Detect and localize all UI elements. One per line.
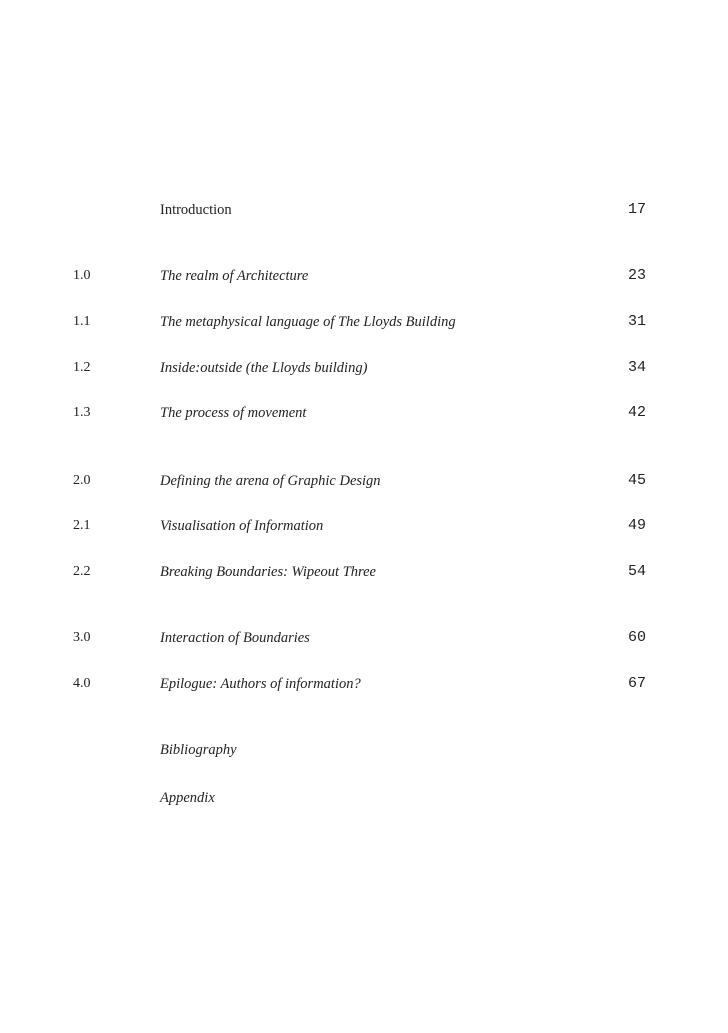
toc-entry-number: 1.2: [73, 360, 91, 375]
toc-entry-title: Bibliography: [160, 742, 237, 758]
toc-entry-page: 31: [627, 313, 646, 330]
toc-entry-page: 34: [627, 359, 646, 376]
toc-entry-title: Breaking Boundaries: Wipeout Three: [160, 564, 376, 580]
toc-row-bibliography: [0, 740, 728, 764]
toc-entry-number: 2.2: [73, 564, 91, 579]
toc-entry-title: Defining the arena of Graphic Design: [160, 473, 381, 489]
toc-row-appendix: [0, 788, 728, 812]
toc-entry-page: 54: [627, 563, 646, 580]
toc-entry-title: Appendix: [160, 790, 215, 806]
toc-entry-number: 1.3: [73, 405, 91, 420]
toc-entry-number: 2.0: [73, 473, 91, 488]
toc-entry-page: 49: [627, 517, 646, 534]
toc-entry-number: 4.0: [73, 676, 91, 691]
toc-entry-title: The process of movement: [160, 405, 307, 421]
toc-entry-number: 1.1: [73, 314, 91, 329]
toc-entry-page: 67: [627, 675, 646, 692]
toc-row-4-0: [0, 674, 728, 698]
toc-entry-title: Interaction of Boundaries: [160, 630, 310, 646]
toc-row-2-0: [0, 471, 728, 495]
toc-entry-page: 23: [627, 267, 646, 284]
toc-entry-title: The metaphysical language of The Lloyds Building: [160, 314, 456, 330]
toc-row-1-3: [0, 403, 728, 427]
toc-row-3-0: [0, 628, 728, 652]
toc-entry-number: 2.1: [73, 518, 91, 533]
toc-entry-title: Inside:outside (the Lloyds building): [160, 360, 368, 376]
toc-row-1-2: [0, 358, 728, 382]
toc-row-1-0: [0, 266, 728, 290]
toc-row-introduction: [0, 200, 728, 224]
toc-entry-title: Introduction: [160, 202, 232, 218]
toc-row-2-2: [0, 562, 728, 586]
toc-entry-page: 42: [627, 404, 646, 421]
toc-entry-title: Visualisation of Information: [160, 518, 324, 534]
toc-row-2-1: [0, 516, 728, 540]
toc-entry-title: Epilogue: Authors of information?: [160, 676, 361, 692]
toc-entry-number: 3.0: [73, 630, 91, 645]
toc-entry-page: 17: [627, 201, 646, 218]
toc-row-1-1: [0, 312, 728, 336]
toc-entry-page: 45: [627, 472, 646, 489]
toc-entry-page: 60: [627, 629, 646, 646]
toc-entry-number: 1.0: [73, 268, 91, 283]
toc-entry-title: The realm of Architecture: [160, 268, 309, 284]
